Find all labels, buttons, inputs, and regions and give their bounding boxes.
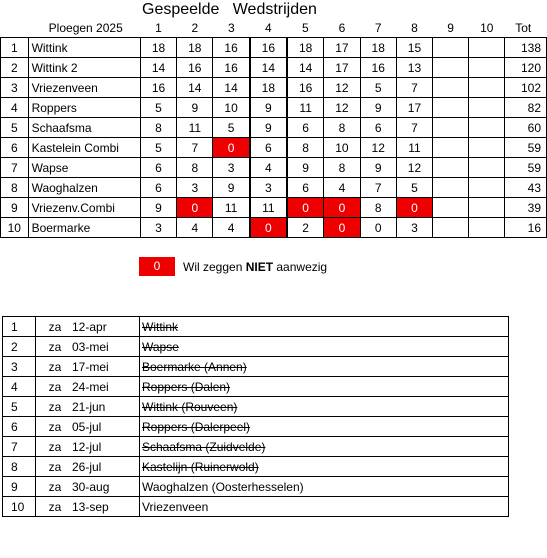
score-cell: 11 [213, 198, 250, 218]
header-match-3: 3 [213, 18, 250, 38]
schedule-number: 4 [3, 377, 36, 397]
score-cell: 6 [140, 158, 176, 178]
legend-text: Wil zeggen NIET aanwezig [183, 259, 328, 274]
score-cell-absent: 0 [250, 218, 287, 238]
score-cell: 7 [396, 78, 432, 98]
schedule-number: 10 [3, 497, 36, 517]
score-cell: 9 [360, 98, 396, 118]
schedule-location [140, 357, 509, 377]
schedule-date: 21-jun [72, 399, 106, 414]
schedule-location-text: Schaafsma (Zuidvelde) [142, 439, 266, 454]
rank-cell: 9 [1, 198, 29, 218]
score-cell: 16 [213, 38, 250, 58]
header-match-2: 2 [177, 18, 213, 38]
rank-cell: 8 [1, 178, 29, 198]
score-cell: 4 [250, 158, 287, 178]
rank-cell: 2 [1, 58, 29, 78]
schedule-location-text: Waoghalzen (Oosterhesselen) [142, 479, 304, 494]
schedule-date: 17-mei [72, 359, 109, 374]
score-cell: 17 [396, 98, 432, 118]
schedule-location [140, 337, 509, 357]
team-name-cell: Roppers [28, 98, 140, 118]
score-cell: 16 [250, 38, 287, 58]
score-cell: 5 [140, 138, 176, 158]
schedule-date-cell [36, 337, 140, 357]
score-cell [433, 158, 469, 178]
schedule-date-cell [36, 437, 140, 457]
page-title: Gespeelde Wedstrijden [142, 1, 317, 18]
schedule-row [3, 477, 509, 497]
schedule-location-text: Wittink [142, 319, 178, 334]
score-cell: 8 [324, 118, 360, 138]
header-match-5: 5 [287, 18, 324, 38]
header-match-8: 8 [396, 18, 432, 38]
score-cell: 16 [360, 58, 396, 78]
header-match-4: 4 [250, 18, 287, 38]
schedule-location-text: Wittink (Rouveen) [142, 399, 238, 414]
score-cell: 15 [396, 38, 432, 58]
total-cell: 60 [505, 118, 547, 138]
team-name-cell: Wittink [28, 38, 140, 58]
score-cell: 7 [396, 118, 432, 138]
score-cell: 11 [396, 138, 432, 158]
header-match-1: 1 [140, 18, 176, 38]
header-match-10: 10 [469, 18, 505, 38]
schedule-location [140, 457, 509, 477]
score-cell: 8 [140, 118, 176, 138]
score-cell [433, 78, 469, 98]
schedule-date: 13-sep [72, 499, 109, 514]
score-cell: 5 [396, 178, 432, 198]
schedule-date: 05-jul [72, 419, 102, 434]
schedule-location [140, 397, 509, 417]
score-cell [469, 218, 505, 238]
rank-cell: 4 [1, 98, 29, 118]
schedule-row [3, 437, 509, 457]
schedule-number: 5 [3, 397, 36, 417]
schedule-row [3, 337, 509, 357]
schedule-location-text: Kastelijn (Ruinerwold) [142, 459, 259, 474]
score-cell [469, 178, 505, 198]
rank-cell: 7 [1, 158, 29, 178]
score-cell: 12 [324, 98, 360, 118]
schedule-date-cell [36, 317, 140, 337]
score-cell: 13 [396, 58, 432, 78]
header-year-label: Ploegen 2025 [28, 18, 140, 38]
score-cell: 8 [287, 138, 324, 158]
score-cell-absent: 0 [213, 138, 250, 158]
score-cell: 4 [324, 178, 360, 198]
score-cell [433, 58, 469, 78]
schedule-date-cell [36, 477, 140, 497]
score-cell [433, 98, 469, 118]
score-cell-absent: 0 [324, 198, 360, 218]
schedule-day: za [48, 339, 62, 354]
score-cell: 10 [324, 138, 360, 158]
schedule-date-cell [36, 357, 140, 377]
schedule-day: za [48, 479, 62, 494]
schedule-table [2, 316, 509, 517]
score-cell: 6 [360, 118, 396, 138]
schedule-row [3, 357, 509, 377]
score-cell: 18 [360, 38, 396, 58]
schedule-day: za [48, 499, 62, 514]
score-cell-absent: 0 [287, 198, 324, 218]
rank-cell: 10 [1, 218, 29, 238]
score-cell: 6 [287, 118, 324, 138]
score-cell: 7 [177, 138, 213, 158]
schedule-day: za [48, 379, 62, 394]
score-cell: 5 [140, 98, 176, 118]
standings-header-row [1, 18, 547, 38]
standings-row [1, 218, 547, 238]
schedule-location-text: Roppers (Dalerpeel) [142, 419, 251, 434]
score-cell: 5 [360, 78, 396, 98]
score-cell: 9 [287, 158, 324, 178]
score-cell [433, 218, 469, 238]
score-cell: 14 [250, 58, 287, 78]
rank-cell: 6 [1, 138, 29, 158]
total-cell: 82 [505, 98, 547, 118]
rank-cell: 3 [1, 78, 29, 98]
score-cell: 8 [177, 158, 213, 178]
schedule-date: 12-apr [72, 319, 107, 334]
schedule-row [3, 417, 509, 437]
score-cell-absent: 0 [324, 218, 360, 238]
score-cell: 6 [287, 178, 324, 198]
score-cell: 16 [140, 78, 176, 98]
total-cell: 138 [505, 38, 547, 58]
standings-row [1, 138, 547, 158]
score-cell: 9 [213, 178, 250, 198]
score-cell: 14 [140, 58, 176, 78]
legend [139, 257, 327, 276]
score-cell [469, 38, 505, 58]
schedule-location [140, 317, 509, 337]
standings-table [0, 18, 547, 238]
schedule-location-text: Vriezenveen [142, 499, 209, 514]
standings-row [1, 118, 547, 138]
schedule-row [3, 377, 509, 397]
score-cell: 10 [213, 98, 250, 118]
score-cell: 11 [250, 198, 287, 218]
schedule-location-text: Boermarke (Annen) [142, 359, 247, 374]
score-cell: 3 [177, 178, 213, 198]
standings-row [1, 58, 547, 78]
schedule-location [140, 477, 509, 497]
score-cell: 3 [140, 218, 176, 238]
schedule-number: 1 [3, 317, 36, 337]
score-cell: 9 [250, 118, 287, 138]
schedule-date: 12-jul [72, 439, 102, 454]
score-cell [433, 138, 469, 158]
schedule-location [140, 497, 509, 517]
schedule-date-cell [36, 457, 140, 477]
score-cell [433, 198, 469, 218]
total-cell: 16 [505, 218, 547, 238]
standings-row [1, 178, 547, 198]
schedule-day: za [48, 439, 62, 454]
team-name-cell: Boermarke [28, 218, 140, 238]
schedule-location [140, 437, 509, 457]
schedule-date-cell [36, 417, 140, 437]
schedule-number: 2 [3, 337, 36, 357]
header-rank [1, 18, 29, 38]
score-cell: 8 [324, 158, 360, 178]
header-match-6: 6 [324, 18, 360, 38]
schedule-location [140, 417, 509, 437]
rank-cell: 1 [1, 38, 29, 58]
score-cell: 0 [360, 218, 396, 238]
schedule-row [3, 497, 509, 517]
schedule-row [3, 397, 509, 417]
schedule-day: za [48, 399, 62, 414]
schedule-number: 9 [3, 477, 36, 497]
score-cell: 2 [287, 218, 324, 238]
schedule-location-text: Roppers (Dalen) [142, 379, 231, 394]
schedule-date-cell [36, 497, 140, 517]
schedule-number: 6 [3, 417, 36, 437]
schedule-number: 3 [3, 357, 36, 377]
score-cell [469, 138, 505, 158]
score-cell: 16 [287, 78, 324, 98]
schedule-day: za [48, 319, 62, 334]
score-cell: 17 [324, 58, 360, 78]
schedule-date: 24-mei [72, 379, 109, 394]
score-cell: 3 [213, 158, 250, 178]
score-cell: 14 [177, 78, 213, 98]
score-cell [469, 198, 505, 218]
schedule-date: 03-mei [72, 339, 109, 354]
total-cell: 102 [505, 78, 547, 98]
score-cell: 11 [177, 118, 213, 138]
standings-row [1, 98, 547, 118]
score-cell: 5 [213, 118, 250, 138]
score-cell [469, 58, 505, 78]
schedule-date: 30-aug [72, 479, 110, 494]
score-cell: 8 [360, 198, 396, 218]
total-cell: 39 [505, 198, 547, 218]
score-cell: 14 [213, 78, 250, 98]
score-cell-absent: 0 [396, 198, 432, 218]
total-cell: 120 [505, 58, 547, 78]
score-cell: 3 [250, 178, 287, 198]
score-cell: 18 [287, 38, 324, 58]
team-name-cell: Schaafsma [28, 118, 140, 138]
score-cell: 12 [396, 158, 432, 178]
schedule-row [3, 457, 509, 477]
score-cell: 16 [177, 58, 213, 78]
score-cell: 4 [213, 218, 250, 238]
schedule-location-text: Wapse [142, 339, 179, 354]
schedule-location [140, 377, 509, 397]
team-name-cell: Wapse [28, 158, 140, 178]
schedule-date-cell [36, 397, 140, 417]
score-cell: 4 [177, 218, 213, 238]
score-cell-absent: 0 [177, 198, 213, 218]
score-cell [433, 38, 469, 58]
schedule-day: za [48, 459, 62, 474]
score-cell: 18 [250, 78, 287, 98]
schedule-day: za [48, 419, 62, 434]
score-cell: 6 [250, 138, 287, 158]
rank-cell: 5 [1, 118, 29, 138]
score-cell: 11 [287, 98, 324, 118]
score-cell [469, 118, 505, 138]
score-cell: 9 [250, 98, 287, 118]
team-name-cell: Vriezenv.Combi [28, 198, 140, 218]
team-name-cell: Kastelein Combi [28, 138, 140, 158]
score-cell: 9 [140, 198, 176, 218]
score-cell: 18 [177, 38, 213, 58]
header-total: Tot [505, 18, 547, 38]
schedule-day: za [48, 359, 62, 374]
standings-row [1, 38, 547, 58]
score-cell: 7 [360, 178, 396, 198]
score-cell: 17 [324, 38, 360, 58]
score-cell: 12 [324, 78, 360, 98]
schedule-number: 7 [3, 437, 36, 457]
schedule-number: 8 [3, 457, 36, 477]
score-cell [433, 178, 469, 198]
team-name-cell: Vriezenveen [28, 78, 140, 98]
schedule-date-cell [36, 377, 140, 397]
score-cell [469, 78, 505, 98]
score-cell: 12 [360, 138, 396, 158]
score-cell: 9 [360, 158, 396, 178]
total-cell: 59 [505, 138, 547, 158]
standings-row [1, 78, 547, 98]
header-match-7: 7 [360, 18, 396, 38]
score-cell [469, 158, 505, 178]
score-cell: 6 [140, 178, 176, 198]
team-name-cell: Wittink 2 [28, 58, 140, 78]
score-cell: 16 [213, 58, 250, 78]
total-cell: 43 [505, 178, 547, 198]
schedule-row [3, 317, 509, 337]
score-cell [469, 98, 505, 118]
legend-absent-swatch: 0 [139, 257, 175, 276]
score-cell: 14 [287, 58, 324, 78]
header-match-9: 9 [433, 18, 469, 38]
score-cell [433, 118, 469, 138]
team-name-cell: Waoghalzen [28, 178, 140, 198]
score-cell: 9 [177, 98, 213, 118]
total-cell: 59 [505, 158, 547, 178]
standings-row [1, 198, 547, 218]
standings-row [1, 158, 547, 178]
score-cell: 18 [140, 38, 176, 58]
score-cell: 3 [396, 218, 432, 238]
schedule-date: 26-jul [72, 459, 102, 474]
